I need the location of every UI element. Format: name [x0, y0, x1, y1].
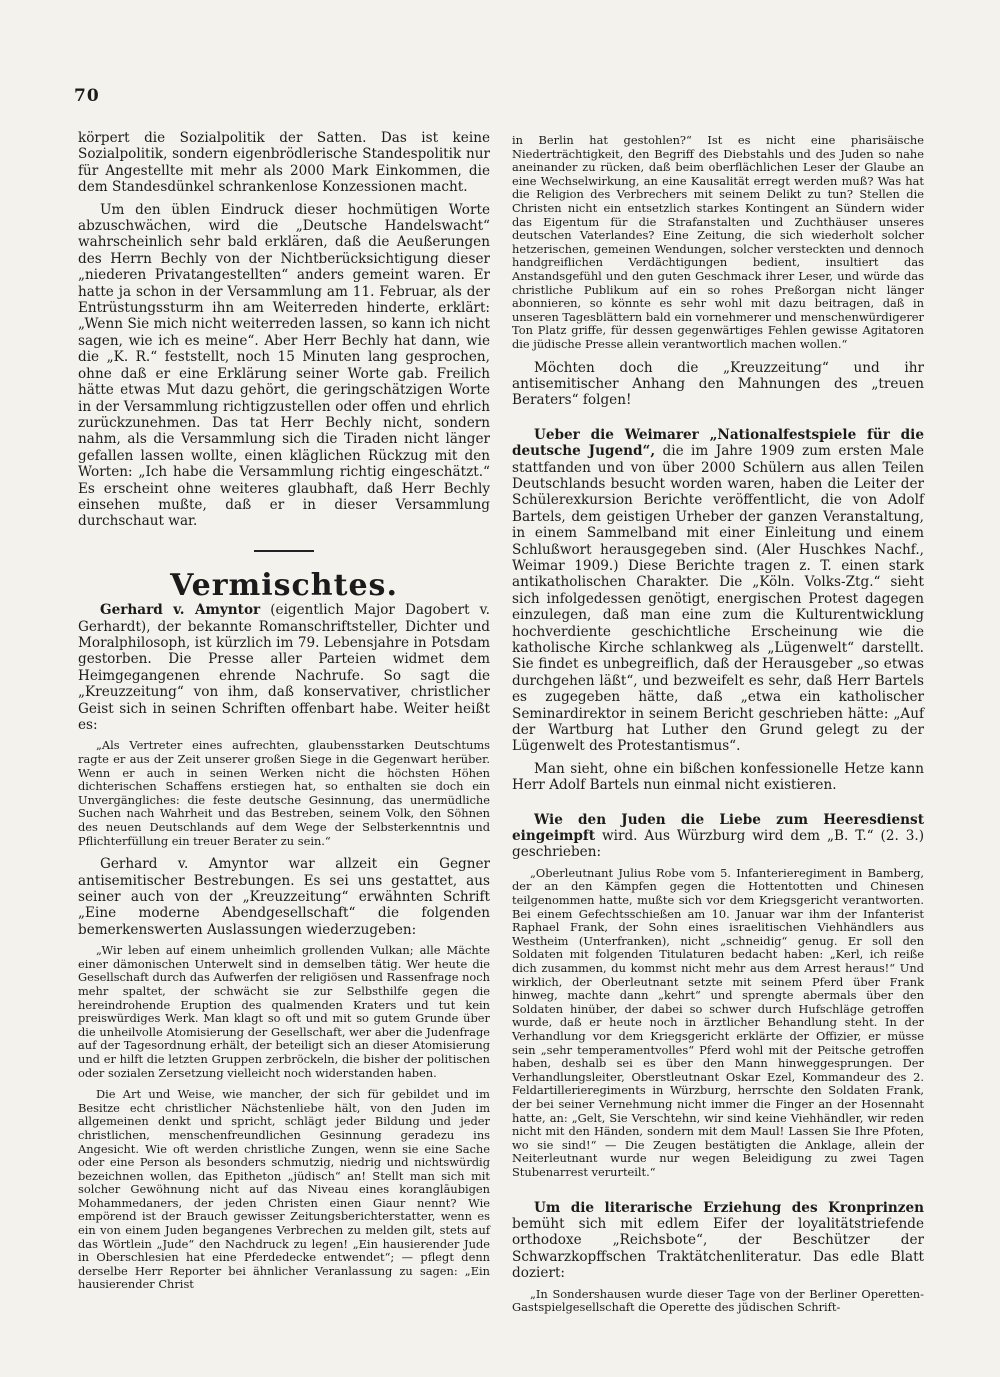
- section-title: Vermischtes.: [170, 567, 398, 603]
- paragraph: Möchten doch die „Kreuzzeitung“ und ihr antisemitischer Anhang den Mahnungen des „treuen Beraters“ folgen!: [512, 359, 924, 409]
- paragraph: [512, 427, 924, 755]
- quotation: „Oberleutnant Julius Robe vom 5. Infanterieregiment in Bamberg, der an den Kämpfen gegen die Hottentotten und Chinesen teilgenommen hatte, mußte sich vor dem Kriegsgericht verantworten. Bei einem Gefechtsschießen am 10. Januar war ihm der Infanterist Raphael Frank, der Sohn eines israelitischen Viehhändlers aus Westheim (Unterfranken), nicht „schneidig“ genug. Er soll den Soldaten mit folgenden Titulaturen bedacht haben: „Kerl, ich reiße dich zusammen, du kommst nicht mehr aus dem Arrest heraus!“ Und wirklich, der Oberleutnant setzte mit seinem Pferd über Frank hinweg, machte dann „kehrt“ und sprengte abermals über den Soldaten hinüber, der dabei so schwer durch Hufschläge getroffen wurde, daß er heute noch in ärztlicher Behandlung steht. In der Verhandlung vor dem Kriegsgericht erklärte der Offizier, er müsse sein „sehr temperamentvolles“ Pferd wohl mit der Peitsche getroffen haben, deshalb sei es über den Mann hinweggesprungen. Der Verhandlungsleiter, Oberstleutnant Oskar Ezel, Kommandeur des 2. Feldartillerieregiments in Würzburg, herrschte den Soldaten Frank, der bei seiner Vernehmung nicht immer die Finger an der Hosennaht hatte, an: „Gelt, Sie Verschtehn, wir sind keine Viehhändler, wir reden nicht mit den Händen, sondern mit dem Maul! Lassen Sie Ihre Pfoten, wo sie sind!“ — Die Zeugen bestätigten die Anklage, allein der Neiterleutnant wurde nur wegen Beleidigung zu zwei Tagen Stubenarrest verurteilt.“: [512, 865, 924, 1179]
- quotation: „Als Vertreter eines aufrechten, glaubensstarken Deutschtums ragte er aus der Zeit unserer großen Siege in die Gegenwart herüber. Wenn er auch in seinen Werken nicht die höchsten Höhen dichterischen Schaffens erstiegen hat, so enthalten sie doch ein Unvergängliches: die feste deutsche Gesinnung, das unermüdliche Suchen nach Wahrheit und das Bestreben, seinem Volk, den Söhnen des neuen Deutschlands auf dem Wege der Selbsterkenntnis und Pflichterfüllung ein treuer Berater zu sein.“: [78, 738, 490, 848]
- paragraph-body: die im Jahre 1909 zum ersten Male stattfanden und von über 2000 Schülern aus allen Teilen Deutschlands besucht worden waren, haben die Leiter der Schülerexkursion Berichte veröffentlicht, die von Adolf Bartels, dem geistigen Urheber der ganzen Veranstaltung, in einem Sammelband mit einer Einleitung und einem Schlußwort herausgegeben sind. (Aler Huschkes Nachf., Weimar 1909.) Diese Berichte tragen z. T. einen stark antikatholischen Charakter. Die „Köln. Volks-Ztg.“ sieht sich infolgedessen genötigt, energischen Protest dagegen einzulegen, daß man eine zum die Kulturentwicklung hochverdiente geschichtliche Erscheinung wie die katholische Kirche schlankweg als „Lügenwelt“ darstellt. Sie findet es unbegreiflich, daß der Herausgeber „so etwas durchgehen läßt“, und bezweifelt es sehr, daß Herr Bartels es zugegeben hätte, daß „etwa ein katholischer Seminardirektor in seinem Bericht geschrieben hätte: „Auf der Wartburg hat Luther den Grund gelegt zu der Lügenwelt des Protestantismus“.: [512, 443, 925, 755]
- paragraph: [512, 1200, 924, 1282]
- quotation: „Wir leben auf einem unheimlich grollenden Vulkan; alle Mächte einer dämonischen Unterwelt sind in demselben tätig. Wer heute die Gesellschaft durch das Aufwerfen der religiösen und Rassenfrage noch mehr spaltet, der schwächt sie zur Selbsthilfe gegen die hereindrohende Eruption des qualmenden Kraters und tut kein preiswürdiges Werk. Man klagt so oft und mit so gutem Grunde über die unheilvolle Atomisierung der Gesellschaft, wer aber die Judenfrage auf der Tagesordnung erhält, der beteiligt sich an dieser Atomisierung und er hilft die letzten Gruppen zerbröckeln, die bisher der politischen oder sozialen Zersetzung vielleicht noch widerstanden haben.: [78, 943, 490, 1080]
- paragraph: [78, 602, 490, 733]
- paragraph-body: (eigentlich Major Dagobert v. Gerhardt), der bekannte Romanschriftsteller, Dichter und Moralphilosoph, ist kürzlich im 79. Lebensjahre in Potsdam gestorben. Die Presse aller Parteien widmet dem Heimgegangenen ehrende Nachrufe. So sagt die „Kreuzzeitung“ von ihm, daß konservativer, christlicher Geist sich in seinen Schriften offenbart habe. Weiter heißt es:: [78, 602, 490, 733]
- left-column: [78, 130, 490, 1300]
- quotation: Die Art und Weise, wie mancher, der sich für gebildet und im Besitze echt christlicher Nächstenliebe hält, von den Juden im allgemeinen denkt und spricht, schlägt jeder Bildung und jeder christlichen, menschenfreundlichen Gesinnung geradezu ins Angesicht. Wie oft werden christliche Zungen, wenn sie eine Sache oder eine Person als besonders schmutzig, niedrig und nichtswürdig bezeichnen wollen, das Epitheton „jüdisch“ an! Stellt man sich mit solcher Gewöhnung nicht auf das Niveau eines koranglāubigen Mohammedaners, der jeden Christen einen Giaur nennt? Wie empörend ist der Brauch gewisser Zeitungsberichterstatter, wenn es ein von einem Juden begangenes Verbrechen zu melden gilt, stets auf das Wörtlein „Jude“ den Nachdruck zu legen! „Ein hausierender Jude in Oberschlesien hat eine Pferdedecke entwendet“; — pflegt denn derselbe Herr Reporter bei ähnlicher Veranlassung zu sagen: „Ein hausierender Christ: [78, 1087, 490, 1292]
- paragraph: Gerhard v. Amyntor war allzeit ein Gegner antisemitischer Bestrebungen. Es sei uns gestattet, aus seiner auch von der „Kreuzzeitung“ erwähnten Schrift „Eine moderne Abendgesellschaft“ die folgenden bemerkenswerten Auslassungen wiederzugeben:: [78, 856, 490, 938]
- paragraph-lead: Gerhard v. Amyntor: [100, 602, 261, 619]
- paragraph-body: bemüht sich mit edlem Eifer der loyalitätstriefende orthodoxe „Reichsbote“, der Beschützer der Schwarzkopffschen Traktätchenliteratur. Das edle Blatt doziert:: [512, 1215, 924, 1282]
- paragraph-lead: Um die literarische Erziehung des Kronprinzen: [534, 1199, 924, 1216]
- spacer: [512, 415, 924, 427]
- paragraph: körpert die Sozialpolitik der Satten. Das ist keine Sozialpolitik, sondern eigenbrödlerische Standespolitik nur für Angestellte mit mehr als 2000 Mark Einkommen, die dem Standesdünkel schrankenlose Konzessionen macht.: [78, 130, 490, 196]
- paragraph: [512, 812, 924, 861]
- paragraph: Um den üblen Eindruck dieser hochmütigen Worte abzuschwächen, wird die „Deutsche Handelswacht“ wahrscheinlich sehr bald erklären, daß die Aeußerungen des Herrn Bechly von der Nichtberücksichtigung dieser „niederen Privatangestellten“ anders gemeint waren. Er hatte ja schon in der Versammlung am 11. Februar, als der Entrüstungssturm ihn am Weiterreden hinderte, erklärt: „Wenn Sie mich nicht weiterreden lassen, so kann ich nicht sagen, wie ich es meine“. Aber Herr Bechly hat dann, wie die „K. R.“ feststellt, noch 15 Minuten lang gesprochen, ohne daß er eine Erklärung seiner Worte gab. Freilich hätte etwas Mut dazu gehört, die geringschätzigen Worte in der Versammlung richtigzustellen oder offen und ehrlich zurückzunehmen. Das tat Herr Bechly nicht, sondern nahm, als die Versammlung sich die Tiraden nicht länger gefallen lassen wollte, einen kläglichen Rückzug mit den Worten: „Ich habe die Versammlung richtig eingeschätzt.“ Es erscheint ohne weiteres glaubhaft, daß Herr Bechly einsehen mußte, daß er in dieser Versammlung durchschaut war.: [78, 201, 490, 530]
- spacer: [512, 1188, 924, 1200]
- spacer: [512, 800, 924, 812]
- paragraph-body: wird. Aus Würzburg wird dem „B. T.“ (2. 3.) geschrieben:: [512, 828, 924, 861]
- paragraph-lead: Ueber die Weimarer „Nationalfestspiele für die deutsche Jugend“,: [512, 426, 924, 460]
- page-number: 70: [74, 86, 100, 106]
- paragraph-lead: Wie den Juden die Liebe zum Heeresdienst eingeimpft: [512, 811, 924, 845]
- quotation: „In Sondershausen wurde dieser Tage von der Berliner Operetten-Gastspielgesellschaft die Operette des jüdischen Schrift-: [512, 1286, 924, 1315]
- paragraph: Man sieht, ohne ein bißchen konfessionelle Hetze kann Herr Adolf Bartels nun einmal nicht existieren.: [512, 760, 924, 794]
- quotation: in Berlin hat gestohlen?“ Ist es nicht eine pharisäische Niederträchtigkeit, den Begriff des Diebstahls und des Juden so nahe aneinander zu rücken, daß beim oberflächlichen Leser der Glaube an eine Wechselwirkung, an eine Kausalität erregt werden muß? Was hat die Religion des Verbrechers mit seinem Delikt zu tun? Stellen die Christen nicht ein entsetzlich starkes Kontingent an Sündern wider das Eigentum für die Strafanstalten und Zuchthäuser unseres deutschen Vaterlandes? Eine Zeitung, die sich wiederholt solcher hetzerischen, gemeinen Wendungen, solcher versteckten und dennoch handgreiflichen Verdächtigungen bedient, insultiert das Anstandsgefühl und den guten Geschmack ihrer Leser, und würde das christliche Publikum auf ein so rohes Preßorgan nicht länger abonnieren, so könnte es sehr wohl mit dazu beitragen, daß in unseren Tagesblättern bald ein vornehmerer und menschenwürdigerer Ton Platz griffe, für dessen gegenwärtiges Fehlen gewisse Agitatoren die jüdische Presse allein verantwortlich machen wollen.“: [512, 133, 924, 351]
- right-column: [512, 130, 924, 1323]
- section-divider: [254, 550, 314, 552]
